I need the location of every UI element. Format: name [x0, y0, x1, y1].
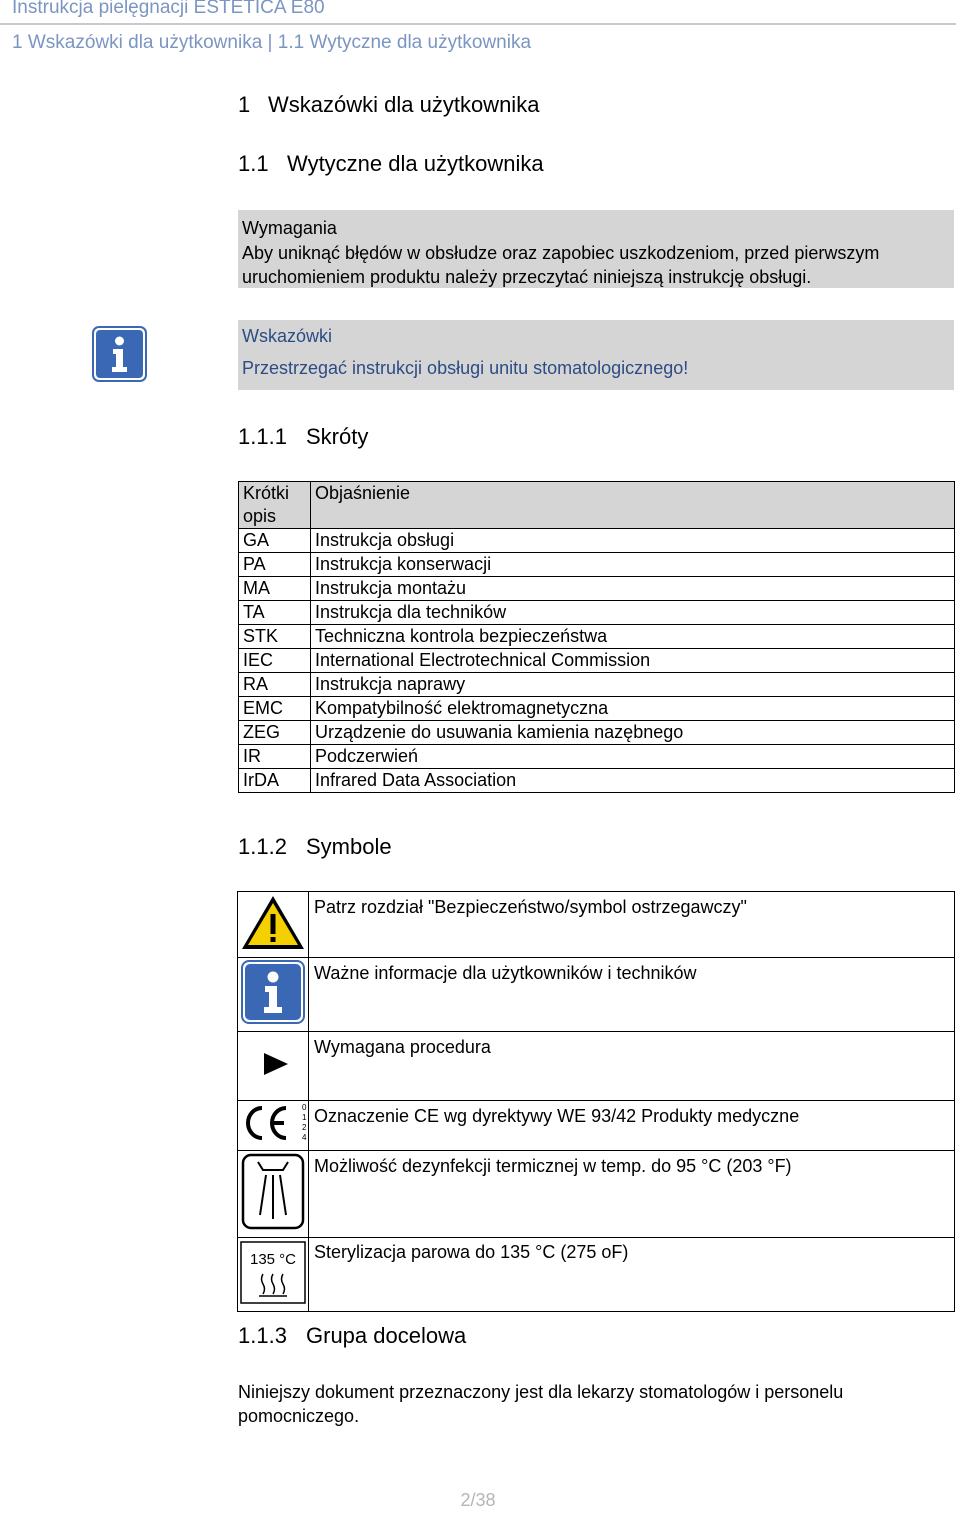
ce-digit: 0: [302, 1103, 307, 1112]
abbreviation-short: RA: [239, 673, 311, 697]
warning-triangle-icon: [238, 892, 308, 952]
symbols-number: 1.1.2: [238, 834, 287, 859]
breadcrumb: 1 Wskazówki dla użytkownika | 1.1 Wytyczne dla użytkownika: [12, 32, 532, 53]
abbreviation-explanation: Podczerwień: [311, 745, 955, 769]
hint-text: Przestrzegać instrukcji obsługi unitu stomatologicznego!: [242, 358, 689, 378]
section-title: Wytyczne dla użytkownika: [287, 151, 544, 176]
abbreviation-explanation: Instrukcja obsługi: [311, 529, 955, 553]
table-row: [238, 1238, 955, 1312]
table-row: [238, 1032, 955, 1101]
section-heading: [238, 151, 544, 177]
symbol-text: Ważne informacje dla użytkowników i techników: [309, 958, 955, 1032]
abbreviations-table: [238, 481, 955, 793]
hint-box: [238, 320, 954, 390]
table-row: [239, 601, 955, 625]
table-row: [239, 745, 955, 769]
header-short: Krótki opis: [239, 482, 311, 529]
abbreviations-heading: [238, 424, 368, 450]
symbol-text: Oznaczenie CE wg dyrektywy WE 93/42 Produkty medyczne: [309, 1101, 955, 1151]
table-row: [239, 577, 955, 601]
play-arrow-icon: [238, 1032, 308, 1095]
section-number: 1.1: [238, 151, 269, 176]
table-row: [239, 721, 955, 745]
abbreviations-body: [239, 529, 955, 793]
table-row: [239, 673, 955, 697]
chapter-title: Wskazówki dla użytkownika: [268, 92, 540, 117]
abbreviation-short: PA: [239, 553, 311, 577]
table-row: [239, 529, 955, 553]
abbreviation-explanation: Instrukcja dla techników: [311, 601, 955, 625]
symbol-cell: [238, 958, 309, 1032]
abbreviation-short: EMC: [239, 697, 311, 721]
info-icon: [92, 326, 147, 382]
thermal-disinfection-icon: [238, 1151, 308, 1232]
table-row: [238, 1151, 955, 1238]
symbol-cell: [238, 1151, 309, 1238]
header-divider: [0, 23, 956, 25]
table-row: [239, 649, 955, 673]
abbreviations-title: Skróty: [306, 424, 369, 449]
symbol-text: Wymagana procedura: [309, 1032, 955, 1101]
symbol-cell: [238, 1101, 309, 1151]
abbreviation-short: IEC: [239, 649, 311, 673]
requirements-box: [238, 210, 954, 288]
abbreviation-explanation: Kompatybilność elektromagnetyczna: [311, 697, 955, 721]
abbreviation-explanation: Techniczna kontrola bezpieczeństwa: [311, 625, 955, 649]
chapter-number: 1: [238, 92, 251, 117]
table-row: [239, 769, 955, 793]
abbreviation-short: MA: [239, 577, 311, 601]
abbreviations-number: 1.1.1: [238, 424, 287, 449]
table-header-row: [239, 482, 955, 529]
abbreviation-explanation: Urządzenie do usuwania kamienia nazębnego: [311, 721, 955, 745]
abbreviation-explanation: International Electrotechnical Commission: [311, 649, 955, 673]
ce-digit: 1: [302, 1113, 307, 1122]
info-icon: [238, 958, 308, 1026]
ce-digit: 2: [302, 1123, 307, 1132]
header-explanation: Objaśnienie: [311, 482, 955, 529]
symbol-text: Możliwość dezynfekcji termicznej w temp. do 95 °C (203 °F): [309, 1151, 955, 1238]
table-row: [238, 892, 955, 958]
requirements-title: Wymagania: [242, 218, 337, 238]
target-group-heading: [238, 1323, 466, 1349]
abbreviation-explanation: Instrukcja montażu: [311, 577, 955, 601]
abbreviation-short: IrDA: [239, 769, 311, 793]
ce-digit: 4: [302, 1133, 307, 1142]
table-row: [239, 553, 955, 577]
abbreviation-short: TA: [239, 601, 311, 625]
abbreviation-short: GA: [239, 529, 311, 553]
target-group-number: 1.1.3: [238, 1323, 287, 1348]
symbol-cell: [238, 1032, 309, 1101]
symbols-heading: [238, 834, 392, 860]
table-row: [238, 958, 955, 1032]
steam-sterilization-icon: [238, 1238, 308, 1306]
hint-title: Wskazówki: [242, 326, 333, 346]
symbol-text: Sterylizacja parowa do 135 °C (275 oF): [309, 1238, 955, 1312]
symbol-cell: [238, 892, 309, 958]
table-row: [238, 1101, 955, 1151]
abbreviation-short: ZEG: [239, 721, 311, 745]
target-group-text: Niniejszy dokument przeznaczony jest dla lekarzy stomatologów i personelu pomocniczego.: [238, 1382, 844, 1426]
abbreviation-explanation: Infrared Data Association: [311, 769, 955, 793]
target-group-title: Grupa docelowa: [306, 1323, 467, 1348]
ce-mark-icon: [238, 1101, 308, 1145]
steam-temp-label: 135 °C: [249, 1251, 297, 1268]
table-row: [239, 625, 955, 649]
document-title: Instrukcja pielęgnacji ESTETICA E80: [12, 0, 325, 18]
abbreviation-short: IR: [239, 745, 311, 769]
abbreviation-short: STK: [239, 625, 311, 649]
symbol-text: Patrz rozdział "Bezpieczeństwo/symbol ostrzegawczy": [309, 892, 955, 958]
abbreviation-explanation: Instrukcja konserwacji: [311, 553, 955, 577]
chapter-heading: [238, 92, 539, 118]
page-number: 2/38: [460, 1490, 496, 1510]
requirements-text: Aby uniknąć błędów w obsłudze oraz zapobiec uszkodzeniom, przed pierwszym uruchomieniem produktu należy przeczytać niniejszą instrukcję obsługi.: [242, 243, 880, 287]
symbol-cell: [238, 1238, 309, 1312]
symbols-table: [237, 891, 955, 1312]
symbols-title: Symbole: [306, 834, 392, 859]
table-row: [239, 697, 955, 721]
abbreviation-explanation: Instrukcja naprawy: [311, 673, 955, 697]
